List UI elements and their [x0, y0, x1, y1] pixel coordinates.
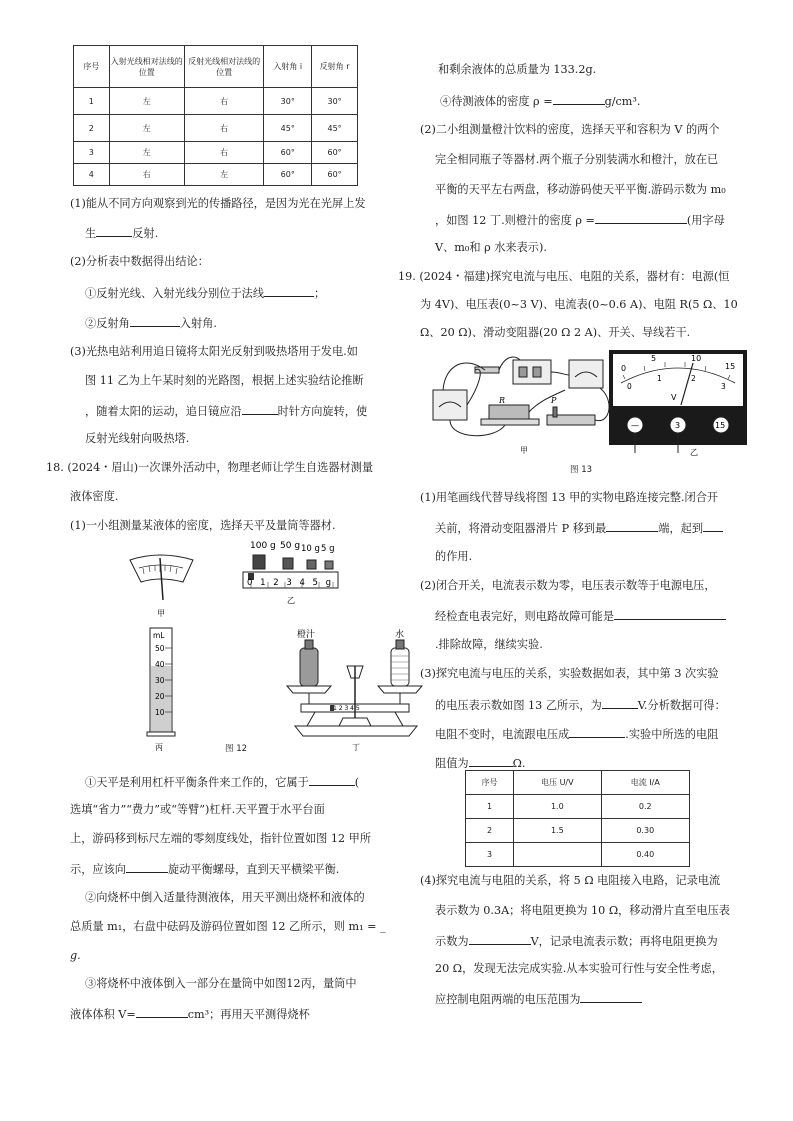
scale-bottom-tick: 1: [657, 374, 662, 383]
table-cell: 1: [466, 795, 514, 819]
table-cell: 0.40: [601, 843, 689, 867]
svg-text:1 2 3 4 5: 1 2 3 4 5: [333, 705, 360, 712]
terminal-3: 3: [675, 421, 681, 430]
s1-line1: ①天平是利用杠杆平衡条件来工作的，它属于 (: [85, 773, 359, 791]
answer-blank[interactable]: [602, 696, 638, 709]
table-cell: 1.5: [514, 819, 601, 843]
table-cell: 0.2: [601, 795, 689, 819]
voltmeter: [609, 350, 747, 453]
table-header: 入射角 i: [264, 46, 312, 88]
table-cell: 左: [109, 142, 184, 164]
a3-line2: 的电压表示数如图 13 乙所示，为 V.分析数据可得：: [435, 696, 726, 714]
s1-line3: 上，游码移到标尺左端的零刻度线处，指针位置如图 12 甲所: [70, 832, 372, 845]
q19-line2: 为 4V)、电压表(0~3 V)、电流表(0~0.6 A)、电阻 R(5 Ω、10: [420, 298, 738, 311]
balance-pointer-diagram: [130, 555, 193, 600]
cylinder-tick: 10: [155, 708, 165, 717]
answer-blank[interactable]: [264, 284, 314, 297]
r-line3: (2)二小组测量橙汁饮料的密度，选择天平和容积为 V 的两个: [420, 123, 720, 136]
weight-label: 5 g: [321, 544, 335, 554]
table-cell: 左: [109, 88, 184, 115]
cylinder-tick: 20: [155, 692, 165, 701]
q3-line3: ，随着太阳的运动，追日镜应沿 时针方向旋转，使: [85, 402, 367, 420]
q3-line2: 图 11 乙为上午某时刻的光路图，根据上述实验结论推断: [85, 374, 364, 387]
table-cell: 左: [184, 164, 263, 186]
a3-line1: (3)探究电流与电压的关系，实验数据如表，其中第 3 次实验: [420, 667, 719, 680]
table-cell: [514, 843, 601, 867]
table-header: 反射光线相对法线的位置: [184, 46, 263, 88]
s2-line2: 总质量 m₁，右盘中砝码及游码位置如图 12 乙所示，则 m₁ = _: [70, 920, 386, 933]
answer-blank[interactable]: [703, 519, 723, 532]
reflection-table: [73, 45, 358, 186]
cylinder-tick: 50: [155, 644, 165, 653]
balance-with-bottles: [287, 628, 422, 736]
a2-line1: (2)闭合开关，电流表示数为零，电压表示数等于电源电压，: [420, 579, 716, 592]
water-label: 水: [395, 630, 405, 640]
table-cell: 右: [109, 164, 184, 186]
q2-title: (2)分析表中数据得出结论：: [70, 255, 209, 268]
scale-bottom-tick: 0: [627, 382, 632, 391]
q19-line1: 19. (2024・福建)探究电流与电压、电阻的关系，器材有：电源(恒: [398, 270, 730, 283]
answer-blank[interactable]: [130, 314, 180, 327]
a1-line2: 关前，将滑动变阻器滑片 P 移到最 端，起到: [435, 519, 723, 537]
q1-line2: 生 反射.: [85, 224, 158, 242]
table-cell: 60°: [264, 164, 312, 186]
a3-line4: 阻值为 Ω.: [435, 754, 525, 772]
a4-line2: 表示数为 0.3A；将电阻更换为 10 Ω，移动滑片直至电压表: [435, 904, 730, 917]
r-line4: 完全相同瓶子等器材.两个瓶子分别装满水和橙汁，放在已: [435, 153, 719, 166]
label-yi: 乙: [690, 448, 698, 457]
r-line7: V、m₀和 ρ 水来表示).: [435, 241, 547, 254]
q18-line2: 液体密度.: [70, 490, 119, 503]
answer-blank[interactable]: [96, 224, 132, 237]
label-ding: 丁: [352, 743, 360, 752]
q3-line4: 反射光线射向吸热塔.: [85, 432, 190, 445]
weights-and-ruler: [243, 541, 338, 588]
table-cell: 3: [74, 142, 110, 164]
table-cell: 30°: [264, 88, 312, 115]
table-cell: 右: [184, 115, 263, 142]
answer-blank[interactable]: [469, 932, 531, 945]
q1-line1: (1)能从不同方向观察到光的传播路径，是因为光在光屏上发: [70, 197, 366, 210]
table-cell: 3: [466, 843, 514, 867]
scale-top-tick: 15: [725, 362, 736, 371]
label-yi: 乙: [287, 596, 295, 605]
juice-label: 橙汁: [297, 630, 316, 640]
iv-table: [465, 770, 690, 867]
table-cell: 2: [466, 819, 514, 843]
table-cell: 2: [74, 115, 110, 142]
table-header: 入射光线相对法线的位置: [109, 46, 184, 88]
answer-blank[interactable]: [614, 607, 726, 620]
answer-blank[interactable]: [569, 725, 625, 738]
answer-blank[interactable]: [469, 754, 513, 767]
s1-line4: 示，应该向 旋动平衡螺母，直到天平横梁平衡.: [70, 860, 339, 878]
measuring-cylinder: [147, 628, 175, 736]
table-cell: 右: [184, 142, 263, 164]
a4-line4: 20 Ω，发现无法完成实验.从本实验可行性与安全性考虑，: [435, 962, 723, 975]
table-cell: 右: [184, 88, 263, 115]
a4-line3: 示数为 V，记录电流表示数；再将电阻更换为: [435, 932, 718, 950]
a2-line2: 经检查电表完好，则电路故障可能是: [435, 607, 726, 625]
a2-line3: .排除故障，继续实验.: [435, 638, 543, 651]
meter-label-V: V: [671, 393, 677, 402]
ruler-scale: 0 1 2 3 4 5 g: [247, 578, 334, 588]
table-header: 反射角 r: [312, 46, 358, 88]
weight-label: 100 g: [250, 541, 276, 551]
table-cell: 60°: [264, 142, 312, 164]
weight-label: 50 g: [280, 541, 301, 551]
a1-line1: (1)用笔画线代替导线将图 13 甲的实物电路连接完整.闭合开: [420, 491, 719, 504]
table-cell: 60°: [312, 142, 358, 164]
scale-top-tick: 0: [621, 364, 627, 373]
table-cell: 60°: [312, 164, 358, 186]
answer-blank[interactable]: [136, 1005, 188, 1018]
table-cell: 0.30: [601, 819, 689, 843]
r-line6: ，如图 12 丁.则橙汁的密度 ρ = (用字母: [435, 211, 725, 229]
table-cell: 1.0: [514, 795, 601, 819]
figure-12-caption: 图 12: [225, 744, 248, 754]
label-R: R: [499, 396, 506, 405]
q19-line3: Ω、20 Ω)、滑动变阻器(20 Ω 2 A)、开关、导线若干.: [420, 326, 691, 339]
s1-line2: 选填“省力”“费力”或“等臂”)杠杆.天平置于水平台面: [70, 803, 325, 816]
scale-bottom-tick: 3: [721, 382, 726, 391]
q2-b: ②反射角 入射角.: [85, 314, 217, 332]
s2-line3: g.: [70, 949, 81, 962]
answer-blank[interactable]: [242, 402, 278, 415]
table-cell: 左: [109, 115, 184, 142]
q18-part1: (1)一小组测量某液体的密度，选择天平及量筒等器材.: [70, 519, 336, 532]
s2-line1: ②向烧杯中倒入适量待测液体，用天平测出烧杯和液体的: [85, 891, 365, 904]
scale-top-tick: 10: [691, 354, 702, 363]
table-header: 电流 I/A: [601, 771, 689, 795]
scale-bottom-tick: 2: [691, 374, 696, 383]
a1-line3: 的作用.: [435, 550, 473, 563]
terminal-negative: —: [631, 421, 639, 430]
q2-a: ①反射光线、入射光线分别位于法线 ；: [85, 284, 325, 302]
cylinder-tick: 40: [155, 660, 165, 669]
r-line2: ④待测液体的密度 ρ = g/cm³.: [440, 92, 640, 110]
cylinder-tick: 30: [155, 676, 165, 685]
q3-line1: (3)光热电站利用追日镜将太阳光反射到吸热塔用于发电.如: [70, 345, 358, 358]
label-jia: 甲: [520, 446, 528, 455]
answer-blank[interactable]: [595, 211, 687, 224]
table-cell: 45°: [264, 115, 312, 142]
label-bing: 丙: [155, 743, 163, 752]
table-header: 序号: [74, 46, 110, 88]
table-cell: 4: [74, 164, 110, 186]
table-header: 序号: [466, 771, 514, 795]
table-header: 电压 U/V: [514, 771, 601, 795]
s3-line2: 液体体积 V= cm³；再用天平测得烧杯: [70, 1005, 310, 1023]
circuit-diagram: [433, 357, 609, 436]
figure-13: [425, 345, 750, 475]
table-cell: 45°: [312, 115, 358, 142]
terminal-15: 15: [715, 421, 726, 430]
label-P: P: [551, 396, 557, 405]
weight-label: 10 g: [301, 544, 320, 554]
answer-blank[interactable]: [606, 519, 658, 532]
a3-line3: 电阻不变时，电流跟电压成 .实验中所选的电阻: [435, 725, 718, 743]
answer-blank[interactable]: [580, 990, 642, 1003]
answer-blank[interactable]: [309, 773, 355, 786]
table-cell: 1: [74, 88, 110, 115]
s3-line1: ③将烧杯中液体倒入一部分在量筒中如图12丙，量筒中: [85, 977, 357, 990]
figure-12: [125, 538, 425, 758]
r-line1: 和剩余液体的总质量为 133.2g.: [438, 63, 597, 76]
a4-line5: 应控制电阻两端的电压范围为: [435, 990, 642, 1008]
r-line5: 平衡的天平左右两盘，移动游码使天平平衡.游码示数为 m₀: [435, 183, 726, 196]
cylinder-unit: mL: [153, 631, 165, 640]
q18-line1: 18. (2024・眉山)一次课外活动中，物理老师让学生自选器材测量: [46, 461, 374, 474]
a4-line1: (4)探究电流与电阻的关系，将 5 Ω 电阻接入电路，记录电流: [420, 874, 721, 887]
scale-top-tick: 5: [651, 354, 657, 363]
table-cell: 30°: [312, 88, 358, 115]
answer-blank[interactable]: [553, 92, 605, 105]
figure-13-caption: 图 13: [570, 465, 593, 475]
label-jia: 甲: [157, 609, 165, 618]
answer-blank[interactable]: [126, 860, 168, 873]
